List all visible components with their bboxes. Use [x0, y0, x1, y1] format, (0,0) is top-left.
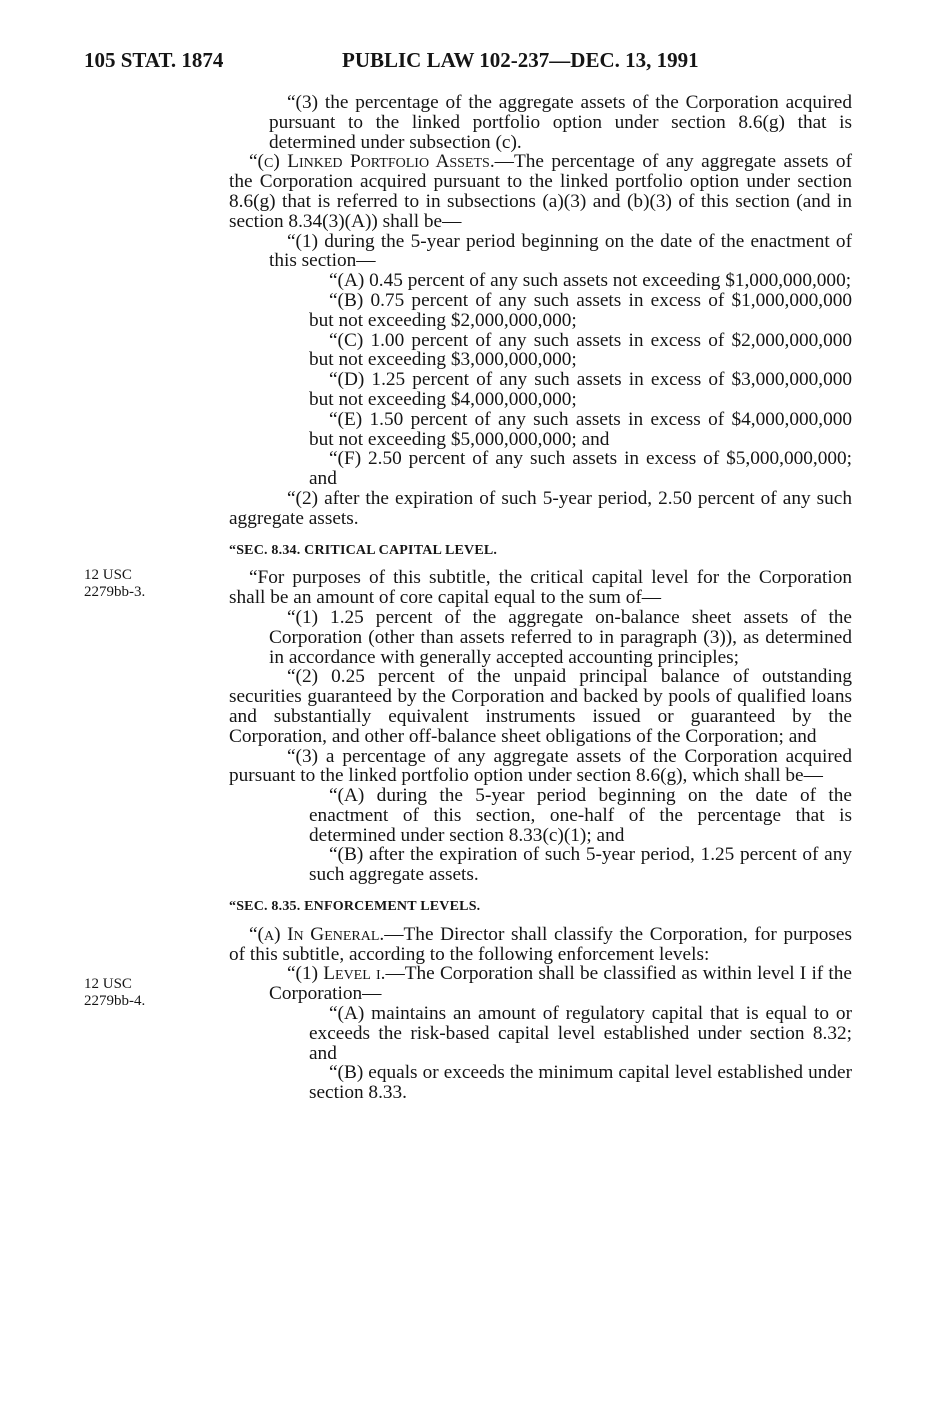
subsection-c-heading: “(c) Linked Portfolio Assets. [249, 151, 495, 173]
section-8-35-subsection-a [229, 925, 852, 965]
clause-cC: “(C) 1.00 percent of any such assets in excess of $2,000,000,000 but not exceeding $3,000,000,000; [309, 329, 852, 371]
section-8-34-clause-A: “(A) during the 5-year period beginning on the date of the enactment of this section, one-half of the percentage that is determined under section 8.33(c)(1); and [309, 785, 852, 846]
section-8-35-clause-B: “(B) equals or exceeds the minimum capital level established under section 8.33. [309, 1062, 852, 1104]
section-8-35-a-text: —The Director shall classify the Corporation, for purposes of this subtitle, according to the following enforcement levels: [229, 923, 852, 965]
statute-body [229, 93, 852, 1103]
section-8-34-intro: “For purposes of this subtitle, the critical capital level for the Corporation shall be an amount of core capital equal to the sum of— [229, 567, 852, 609]
clause-cB: “(B) 0.75 percent of any such assets in excess of $1,000,000,000 but not exceeding $2,000,000,000; [309, 289, 852, 331]
margin-note-line: 12 USC [84, 567, 132, 583]
section-8-34-paragraph-2: “(2) 0.25 percent of the unpaid principal balance of outstanding securities guaranteed by the Corporation and backed by pools of qualified loans and substantially equivalent instruments issued or guaranteed by the Corporation, and other off-balance sheet obligations of the Corporation; and [229, 666, 852, 747]
margin-note-line: 2279bb-4. [84, 993, 146, 1009]
margin-note-line: 2279bb-3. [84, 584, 146, 600]
clause-cE: “(E) 1.50 percent of any such assets in excess of $4,000,000,000 but not exceeding $5,000,000,000; and [309, 408, 852, 450]
section-8-35-level-1 [229, 964, 852, 1004]
section-heading-8-35: “SEC. 8.35. ENFORCEMENT LEVELS. [229, 899, 481, 915]
level-1-heading: “(1) Level i. [287, 963, 386, 985]
section-8-34-paragraph-3: “(3) a percentage of any aggregate assets of the Corporation acquired pursuant to the linked portfolio option under section 8.6(g), which shall be— [229, 745, 852, 787]
running-header-title: PUBLIC LAW 102-237—DEC. 13, 1991 [342, 48, 699, 72]
page-reference: 105 STAT. 1874 [84, 48, 224, 72]
section-8-34-paragraph-1: “(1) 1.25 percent of the aggregate on-balance sheet assets of the Corporation (other than assets referred to in paragraph (3)), as determined in accordance with generally accepted accounting principles; [269, 606, 852, 668]
subsection-c-text: —The percentage of any aggregate assets of the Corporation acquired pursuant to the linked portfolio option under section 8.6(g) that is referred to in subsections (a)(3) and (b)(3) of this section (and in section 8.34(3)(A)) shall be— [229, 151, 852, 232]
level-1-text: —The Corporation shall be classified as within level I if the Corporation— [269, 963, 852, 1005]
margin-note-line: 12 USC [84, 976, 132, 992]
clause-cF: “(F) 2.50 percent of any such assets in excess of $5,000,000,000; and [309, 448, 852, 490]
section-heading-8-34: “SEC. 8.34. CRITICAL CAPITAL LEVEL. [229, 542, 498, 558]
paragraph-c2: “(2) after the expiration of such 5-year period, 2.50 percent of any such aggregate assets. [229, 487, 852, 529]
section-8-35-a-heading: “(a) In General. [249, 923, 385, 945]
paragraph-a3: “(3) the percentage of the aggregate assets of the Corporation acquired pursuant to the linked portfolio option under section 8.6(g) that is determined under subsection (c). [269, 92, 852, 153]
paragraph-c1: “(1) during the 5-year period beginning on the date of the enactment of this section— [269, 230, 852, 272]
clause-cA: “(A) 0.45 percent of any such assets not exceeding $1,000,000,000; [329, 270, 852, 292]
margin-note-usc-8-35 [84, 976, 145, 1010]
clause-cD: “(D) 1.25 percent of any such assets in excess of $3,000,000,000 but not exceeding $4,000,000,000; [309, 369, 852, 410]
subsection-c [229, 152, 852, 231]
margin-note-usc-8-34 [84, 567, 145, 601]
section-8-35-clause-A: “(A) maintains an amount of regulatory capital that is equal to or exceeds the risk-based capital level established under section 8.32; and [309, 1003, 852, 1064]
section-8-34-clause-B: “(B) after the expiration of such 5-year period, 1.25 percent of any such aggregate assets. [309, 844, 852, 886]
